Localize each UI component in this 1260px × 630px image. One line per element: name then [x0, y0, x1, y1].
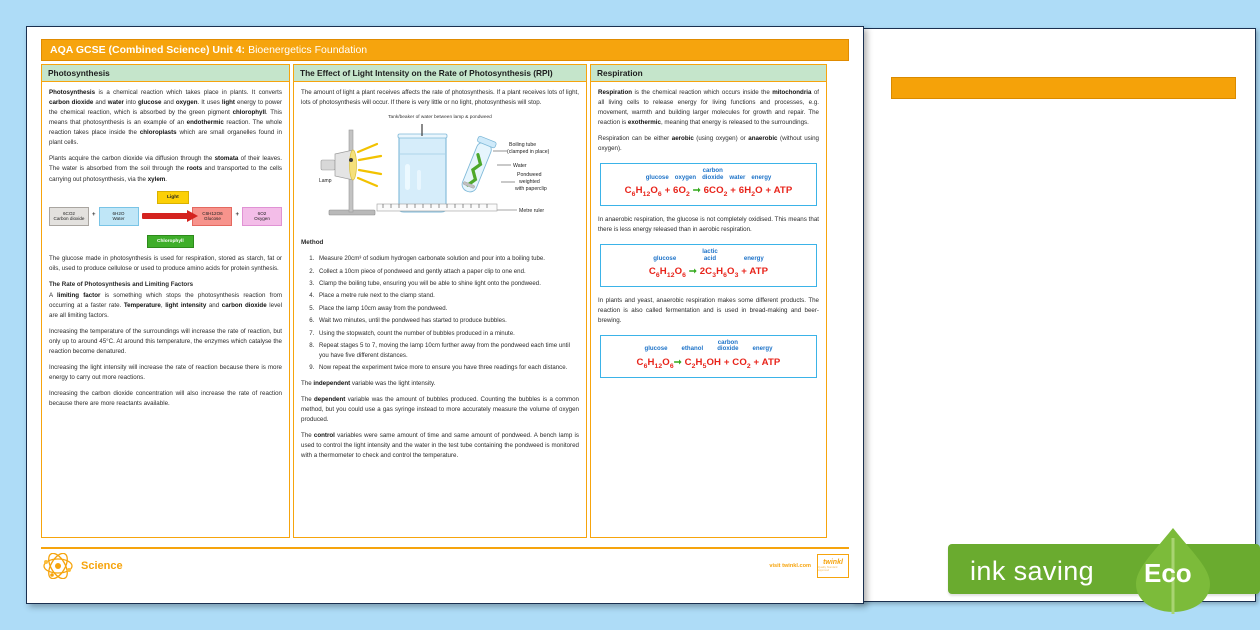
column-rpi: [293, 64, 587, 538]
page-title-bold: AQA GCSE (Combined Science) Unit 4:: [50, 44, 246, 56]
method-step: 2. Collect a 10cm piece of pondweed and gently attach a paper clip to one end.: [316, 267, 579, 277]
column-photosynthesis: [41, 64, 290, 538]
method-step: 1. Measure 20cm³ of sodium hydrogen carbonate solution and pour into a boiling tube.: [316, 254, 579, 264]
method-step: 5. Place the lamp 10cm away from the pondweed.: [316, 304, 579, 314]
method-list: [301, 254, 579, 373]
photosynthesis-paragraph-5: Increasing the temperature of the surroundings will increase the rate of reaction, but only up to around 45°C. At around this temperature, the enzymes which catalyse the reaction become denatured.: [49, 327, 282, 355]
page-title-light: Bioenergetics Foundation: [248, 44, 368, 56]
label-pondweed-2: weighted: [519, 178, 540, 185]
worksheet-page-1: [26, 26, 864, 604]
lactic-equation-words: [606, 249, 811, 262]
ethanol-equation-words: [606, 340, 811, 353]
ethanol-word-carbon-dioxide: carbon dioxide: [717, 339, 739, 353]
photosynthesis-paragraph-2: Plants acquire the carbon dioxide via diffusion through the stomata of their leaves. The water is absorbed from the soil through the roots and transported to the cells carrying out photosynthesis, via the xylem.: [49, 155, 282, 183]
aerobic-word-water: water: [729, 173, 746, 181]
eco-badge-eco-label: Eco: [1144, 558, 1192, 588]
label-water: Water: [513, 162, 527, 169]
equation-box-carbon-dioxide-formula: 6CO2: [62, 210, 75, 216]
eco-badge: [940, 536, 1260, 602]
apparatus-diagram: [301, 114, 579, 232]
respiration-paragraph-3: In anaerobic respiration, the glucose is not completely oxidised. This means that there is less energy released than in aerobic respiration.: [598, 216, 819, 234]
aerobic-equation-words: [606, 168, 811, 181]
equation-box-carbon-dioxide: [49, 207, 89, 226]
method-heading: Method: [301, 239, 324, 247]
aerobic-word-carbon-dioxide: carbon dioxide: [702, 167, 724, 181]
photosynthesis-paragraph-4: A limiting factor is something which stops the photosynthesis reaction from occurring at a faster rate. Temperature, light intensity and carbon dioxide level are all limiting factors.: [49, 291, 282, 319]
photosynthesis-equation-diagram: [49, 193, 282, 245]
page-title: [41, 39, 849, 61]
column-respiration-body: [591, 82, 826, 537]
equation-box-glucose-formula: C6H12O6: [202, 210, 223, 216]
equation-chlorophyll-tag: Chlorophyll: [147, 235, 194, 249]
method-step: 3. Clamp the boiling tube, ensuring you will be able to shine light onto the pondweed.: [316, 279, 579, 289]
equation-arrow: [142, 213, 190, 219]
equation-box-carbon-dioxide-name: Carbon dioxide: [53, 216, 85, 222]
column-rpi-body: [294, 82, 586, 537]
ethanol-word-energy: energy: [752, 345, 773, 353]
photosynthesis-paragraph-3: The glucose made in photosynthesis is used for respiration, stored as starch, fat or oils, used to produce cellulose or used to produce amino acids for protein synthesis.: [49, 254, 282, 272]
photosynthesis-paragraph-1: Photosynthesis is a chemical reaction which takes place in plants. It converts carbon dioxide and water into glucose and oxygen. It uses light energy to power the chemical reaction, which is absorbed by the green pigment chlorophyll. This means that photosynthesis is an example of an endothermic reaction. The whole reaction takes place inside the chloroplasts which are small organelles found in plant cells.: [49, 89, 283, 147]
visit-twinkl-label[interactable]: visit twinkl.com: [769, 562, 811, 569]
twinkl-logo-word: twinkl: [823, 558, 843, 566]
svg-text:Lamp: Lamp: [319, 177, 332, 184]
method-step: 6. Wait two minutes, until the pondweed has started to produce bubbles.: [316, 316, 579, 326]
photosynthesis-paragraph-6: Increasing the light intensity will increase the rate of reaction because there is more energy to carry out more reactions.: [49, 363, 282, 382]
column-photosynthesis-body: [42, 82, 289, 537]
aerobic-word-energy: energy: [751, 173, 772, 181]
visit-twinkl[interactable]: [769, 554, 849, 578]
ethanol-word-glucose: glucose: [644, 345, 668, 353]
label-boiling-tube: Boiling tube: [509, 141, 537, 148]
lactic-acid-equation: [600, 244, 817, 287]
ethanol-word-ethanol: ethanol: [681, 345, 704, 353]
label-pondweed-1: Pondweed: [517, 171, 542, 178]
photosynthesis-subheading: The Rate of Photosynthesis and Limiting Factors: [49, 280, 194, 288]
science-brand: [41, 553, 123, 579]
twinkl-logo-tagline: Quality Standard Approved: [818, 565, 838, 572]
page-footer: [41, 547, 849, 593]
science-atom-icon: [41, 553, 75, 579]
science-brand-label: Science: [81, 559, 123, 572]
aerobic-equation-formula: $C_6H_{12}O_6 + 6O_2$ ➞ $6CO_2 + 6H_2O$ + ATP: [624, 185, 793, 199]
column-rpi-heading: The Effect of Light Intensity on the Rate of Photosynthesis (RPI): [294, 65, 586, 82]
equation-box-glucose-name: Glucose: [204, 216, 221, 222]
ethanol-equation-formula: $C_6H_{12}O_6➞$ $C_2H_5OH + CO_2$ + ATP: [636, 356, 781, 370]
photosynthesis-paragraph-7: Increasing the carbon dioxide concentration will also increase the rate of reaction because there are more reactants available.: [49, 390, 282, 408]
lactic-word-glucose: glucose: [653, 254, 677, 262]
ethanol-fermentation-equation: [600, 335, 817, 378]
footer-divider: [41, 547, 849, 549]
respiration-paragraph-1: Respiration is the chemical reaction which occurs inside the mitochondria of all living cells to release energy for living functions and processes, e.g. movement, warmth and building larger molecules for growth and repair. The reaction is exothermic, meaning that energy is released to the surroundings.: [598, 89, 819, 127]
aerobic-respiration-equation: [600, 163, 817, 206]
column-respiration-heading: Respiration: [591, 65, 826, 82]
aerobic-arrow-icon: ➞: [692, 185, 701, 197]
background-page-2: [852, 28, 1256, 602]
equation-box-oxygen: [242, 207, 282, 226]
page2-title-bar: [891, 77, 1236, 99]
equation-box-water-formula: 6H2O: [112, 210, 125, 216]
equation-plus-1: +: [92, 212, 96, 219]
rpi-paragraph-1: The amount of light a plant receives affects the rate of photosynthesis. If a plant receives lots of light, lots of photosynthesis will occur. If there is very little or no light, photosynthesis will stop.: [301, 89, 579, 107]
equation-box-oxygen-formula: 6O2: [257, 210, 267, 216]
column-photosynthesis-heading: Photosynthesis: [42, 65, 289, 82]
twinkl-logo[interactable]: [817, 554, 849, 578]
equation-plus-2: +: [235, 212, 239, 219]
apparatus-svg: [301, 124, 579, 228]
label-clamped: (clamped in place): [507, 148, 550, 155]
term-photosynthesis: Photosynthesis: [49, 89, 96, 97]
lactic-word-lactic-acid: lactic acid: [702, 248, 718, 262]
lactic-arrow-icon: ➞: [688, 265, 697, 277]
rpi-independent-variable: The independent variable was the light intensity.: [301, 380, 436, 387]
ethanol-arrow-icon: ➞: [673, 356, 682, 368]
lactic-word-energy: energy: [743, 254, 764, 262]
lactic-equation-formula: $C_6H_{12}O_6$ ➞ $2C_3H_6O_3$ + ATP: [648, 265, 769, 279]
column-respiration: [590, 64, 827, 538]
eco-badge-ink-saving-label: ink saving: [970, 556, 1095, 586]
aerobic-word-oxygen: oxygen: [674, 173, 697, 181]
equation-box-oxygen-name: Oxygen: [254, 216, 270, 222]
method-step: 4. Place a metre rule next to the clamp stand.: [316, 291, 579, 301]
aerobic-word-glucose: glucose: [645, 173, 669, 181]
equation-box-water-name: Water: [112, 216, 125, 222]
method-step: 9. Now repeat the experiment twice more to ensure you have three readings for each distance.: [316, 363, 579, 373]
apparatus-caption: Tank/beaker of water between lamp & pondweed: [388, 115, 492, 121]
rpi-control-variables: The control variables were same amount of time and same amount of pondweed. A bench lamp is used to control the light intensity and the water in the test tube containing the pondweed is monitored with a thermometer to check and control the temperature.: [301, 432, 579, 460]
equation-box-glucose: [192, 207, 232, 226]
equation-light-tag: Light: [157, 191, 189, 205]
respiration-paragraph-4: In plants and yeast, anaerobic respiration makes some different products. The reaction is also called fermentation and is used in bread-making and beer-brewing.: [598, 296, 819, 324]
label-metre-ruler: Metre ruler: [519, 207, 545, 214]
method-step: 7. Using the stopwatch, count the number of bubbles produced in a minute.: [316, 329, 579, 339]
rpi-dependent-variable: The dependent variable was the amount of bubbles produced. Counting the bubbles is a common method, but you could use a gas syringe instead to more accurately measure the volume of oxygen produced.: [301, 396, 579, 424]
method-step: 8. Repeat stages 5 to 7, moving the lamp 10cm further away from the pondweed each time until you have five different distances.: [316, 341, 579, 361]
equation-box-water: [99, 207, 139, 226]
respiration-paragraph-2: Respiration can be either aerobic (using oxygen) or anaerobic (without using oxygen).: [598, 135, 819, 153]
columns-container: [41, 64, 849, 538]
label-pondweed-3: with paperclip: [515, 185, 547, 192]
